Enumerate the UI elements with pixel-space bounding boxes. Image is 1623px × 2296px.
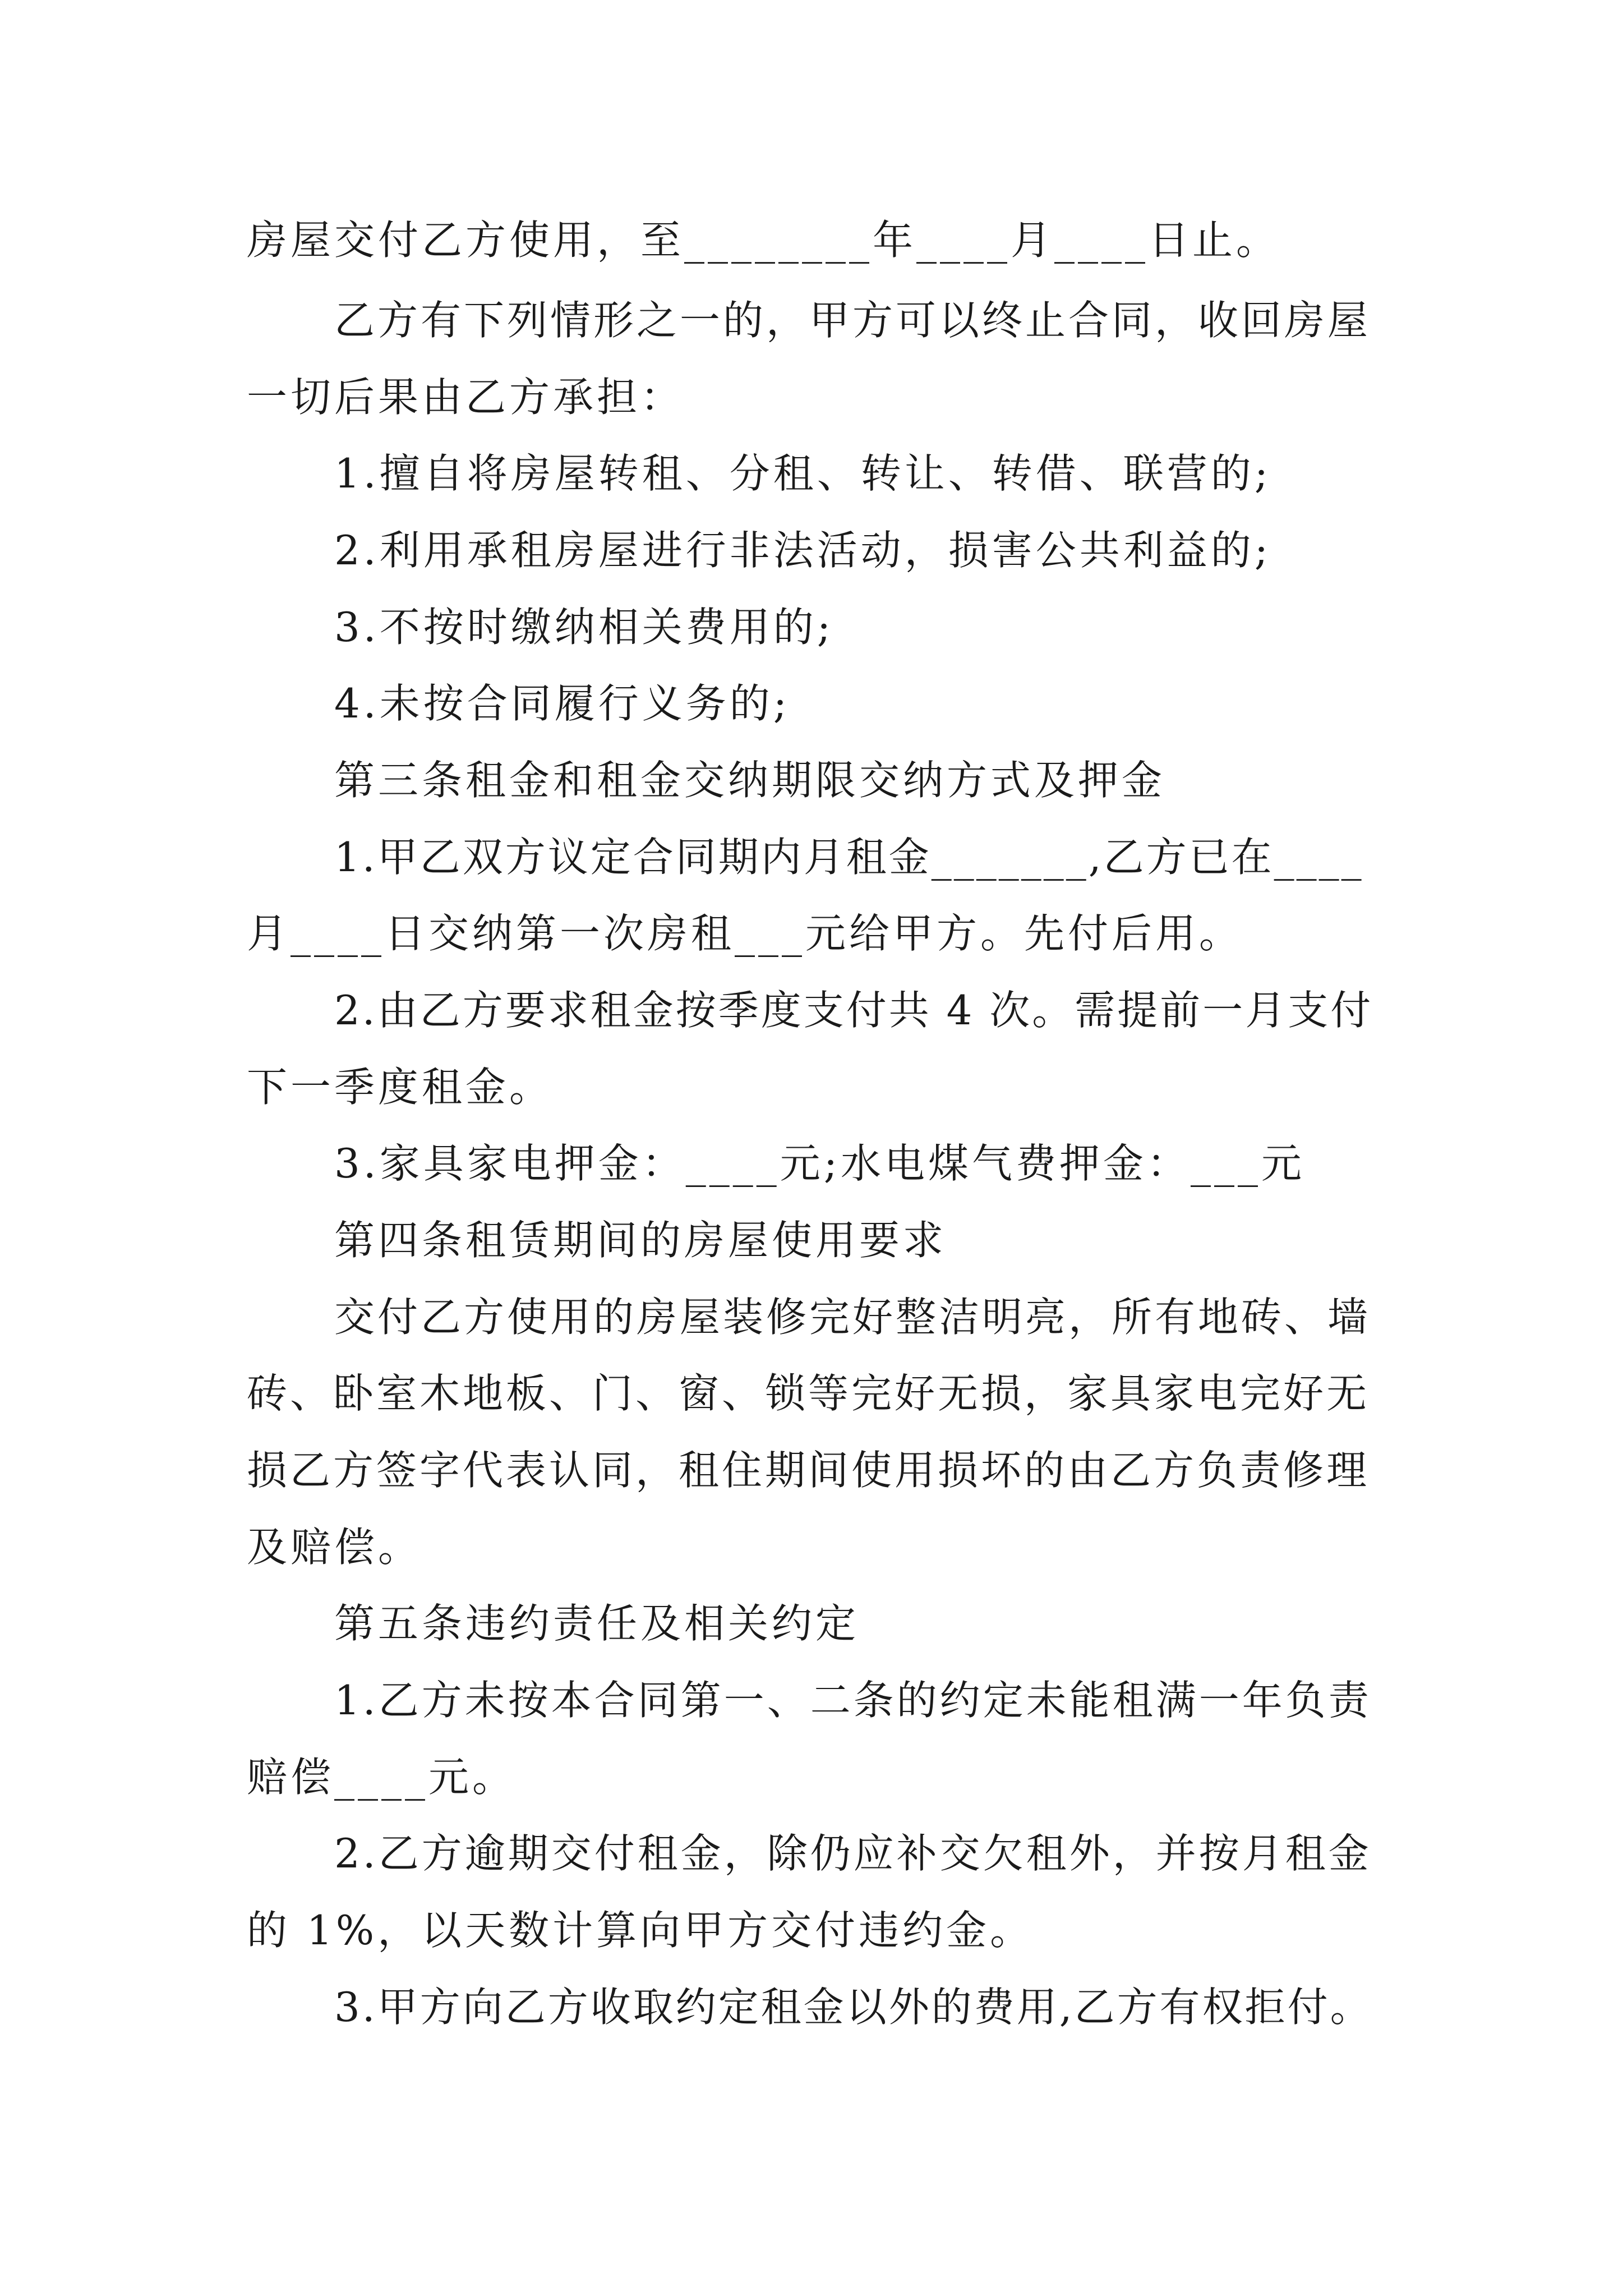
section-heading: 第四条租赁期间的房屋使用要求 [334, 1217, 947, 1264]
text-line: 1.乙方未按本合同第一、二条的约定未能租满一年负责 [334, 1677, 1372, 1724]
text-line: 一切后果由乙方承担： [247, 374, 685, 421]
text-line: 月____日交纳第一次房租___元给甲方。先付后用。 [247, 910, 1243, 957]
text-line: 2.利用承租房屋进行非法活动，损害公共利益的; [334, 527, 1271, 574]
text-line: 2.乙方逾期交付租金，除仍应补交欠租外，并按月租金 [334, 1830, 1372, 1877]
text-line: 赔偿____元。 [247, 1754, 517, 1801]
text-line: 2.由乙方要求租金按季度支付共 4 次。需提前一月支付 [334, 987, 1373, 1034]
text-line: 砖、卧室木地板、门、窗、锁等完好无损，家具家电完好无 [247, 1370, 1370, 1417]
text-line: 3.甲方向乙方收取约定租金以外的费用,乙方有权拒付。 [334, 1984, 1373, 2031]
text-line: 乙方有下列情形之一的，甲方可以终止合同，收回房屋 [334, 297, 1371, 344]
text-line: 及赔偿。 [247, 1524, 422, 1571]
text-line: 下一季度租金。 [247, 1064, 554, 1111]
text-line: 3.不按时缴纳相关费用的; [334, 604, 834, 651]
text-line: 3.家具家电押金：____元;水电煤气费押金：___元 [334, 1140, 1305, 1187]
text-line: 房屋交付乙方使用，至________年____月____日止。 [247, 217, 1280, 264]
text-line: 交付乙方使用的房屋装修完好整洁明亮，所有地砖、墙 [334, 1294, 1371, 1341]
section-heading: 第三条租金和租金交纳期限交纳方式及押金 [334, 757, 1166, 804]
text-line: 损乙方签字代表认同，租住期间使用损坏的由乙方负责修理 [247, 1447, 1370, 1494]
section-heading: 第五条违约责任及相关约定 [334, 1600, 860, 1647]
text-line: 的 1%，以天数计算向甲方交付违约金。 [247, 1907, 1034, 1954]
text-line: 1.擅自将房屋转租、分租、转让、转借、联营的; [334, 450, 1271, 497]
text-line: 4.未按合同履行义务的; [334, 680, 790, 727]
text-line: 1.甲乙双方议定合同期内月租金_______,乙方已在____ [334, 834, 1364, 881]
